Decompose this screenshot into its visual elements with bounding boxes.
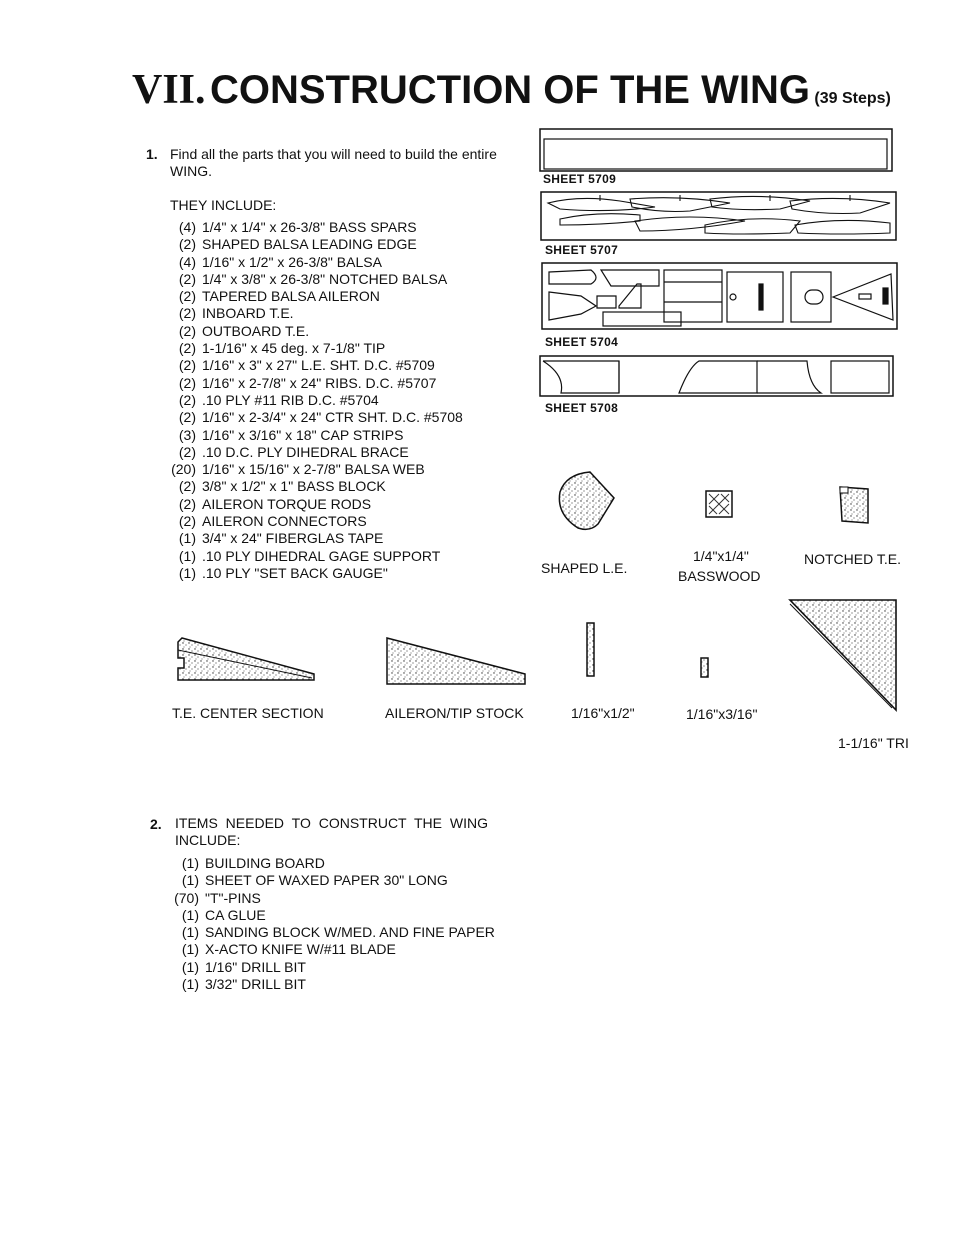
step-count: (39 Steps) — [814, 90, 891, 107]
part-item-desc: 1/4" x 1/4" x 26-3/8" BASS SPARS — [202, 219, 417, 235]
part-item — [170, 530, 463, 547]
basswood-size-label: 1/4"x1/4" — [693, 548, 749, 564]
sheet-5709-drawing — [539, 128, 893, 174]
part-item-desc: .10 PLY "SET BACK GAUGE" — [202, 564, 388, 581]
part-item-qty: (2) — [178, 495, 196, 512]
part-item — [170, 271, 463, 288]
part-item-desc: 1/16" x 3/16" x 18" CAP STRIPS — [202, 426, 404, 443]
part-item-desc: 1/4" x 3/8" x 26-3/8" NOTCHED BALSA — [202, 270, 448, 287]
sheet-5708-drawing — [539, 355, 895, 399]
part-item-qty: (3) — [178, 426, 196, 443]
shaped-le-drawing — [556, 470, 618, 534]
tool-item-qty: (1) — [181, 958, 199, 975]
part-item — [170, 478, 463, 495]
part-item-qty: (2) — [178, 478, 196, 495]
tool-item-qty: (1) — [181, 906, 199, 923]
tool-item — [173, 959, 495, 976]
part-item-desc: .10 PLY DIHEDRAL GAGE SUPPORT — [202, 547, 441, 564]
part-item-qty: (2) — [178, 391, 196, 408]
part-item-qty: (2) — [178, 270, 196, 287]
part-item-desc: SHAPED BALSA LEADING EDGE — [202, 236, 417, 253]
tool-item-desc: SHEET OF WAXED PAPER 30" LONG — [205, 872, 448, 889]
step-1-number: 1. — [146, 146, 158, 162]
tool-item-qty: (1) — [181, 855, 199, 871]
step-2-number: 2. — [150, 816, 162, 832]
part-item-qty: (1) — [178, 564, 196, 581]
part-item — [170, 305, 463, 322]
parts-list — [170, 219, 463, 582]
part-item — [170, 392, 463, 409]
shaped-le-label: SHAPED L.E. — [541, 560, 628, 576]
tool-item-qty: (70) — [174, 889, 199, 906]
part-item — [170, 236, 463, 253]
part-item-qty: (1) — [178, 547, 196, 564]
part-item-desc: AILERON CONNECTORS — [202, 513, 367, 530]
tool-item — [173, 924, 495, 941]
part-item-desc: OUTBOARD T.E. — [202, 322, 310, 339]
part-item — [170, 565, 463, 582]
basswood-label: BASSWOOD — [678, 568, 761, 584]
aileron-tip-drawing — [385, 636, 529, 686]
te-center-drawing — [176, 636, 318, 682]
part-item-qty: (2) — [178, 305, 196, 322]
strip-half-drawing — [586, 622, 596, 678]
part-item-qty: (2) — [178, 443, 196, 460]
part-item — [170, 496, 463, 513]
strip-half-label: 1/16"x1/2" — [571, 705, 635, 721]
part-item-qty: (4) — [178, 219, 196, 235]
part-item-desc: .10 D.C. PLY DIHEDRAL BRACE — [202, 443, 409, 460]
part-item — [170, 323, 463, 340]
tool-item — [173, 855, 495, 872]
strip-316-label: 1/16"x3/16" — [686, 706, 758, 722]
part-item — [170, 548, 463, 565]
step-1-intro-line2: WING. — [170, 163, 212, 180]
tool-item-qty: (1) — [181, 941, 199, 958]
part-item — [170, 427, 463, 444]
part-item-desc: TAPERED BALSA AILERON — [202, 288, 380, 305]
part-item-desc: AILERON TORQUE RODS — [202, 495, 372, 512]
part-item-desc: 1/16" x 2-7/8" x 24" RIBS. D.C. #5707 — [202, 374, 437, 391]
part-item-desc: INBOARD T.E. — [202, 305, 294, 322]
part-item-qty: (1) — [178, 530, 196, 547]
part-item-desc: .10 PLY #11 RIB D.C. #5704 — [202, 391, 379, 408]
items-list — [173, 855, 495, 993]
section-roman-numeral: VII. — [132, 67, 206, 113]
tool-item-desc: X-ACTO KNIFE W/#11 BLADE — [205, 941, 396, 958]
step-1-intro-line1: Find all the parts that you will need to build the entire — [170, 146, 497, 162]
part-item-desc: 1/16" x 3" x 27" L.E. SHT. D.C. #5709 — [202, 357, 435, 374]
tool-item-desc: 3/32" DRILL BIT — [205, 976, 306, 993]
part-item-desc: 3/4" x 24" FIBERGLAS TAPE — [202, 530, 384, 547]
basswood-drawing — [705, 490, 733, 518]
part-item — [170, 357, 463, 374]
part-item — [170, 409, 463, 426]
tool-item-qty: (1) — [181, 976, 199, 993]
part-item-qty: (2) — [178, 409, 196, 426]
tool-item — [173, 890, 495, 907]
part-item — [170, 340, 463, 357]
tri-drawing — [788, 598, 900, 714]
part-item — [170, 461, 463, 478]
tool-item-desc: "T"-PINS — [205, 889, 261, 906]
part-item-desc: 1-1/16" x 45 deg. x 7-1/8" TIP — [202, 340, 386, 357]
tool-item-qty: (1) — [181, 872, 199, 889]
tool-item-desc: SANDING BLOCK W/MED. AND FINE PAPER — [205, 924, 495, 941]
part-item-desc: 1/16" x 15/16" x 2-7/8" BALSA WEB — [202, 461, 425, 478]
part-item-qty: (2) — [178, 340, 196, 357]
part-item-desc: 1/16" x 2-3/4" x 24" CTR SHT. D.C. #5708 — [202, 409, 463, 426]
sheet-5704-drawing — [541, 262, 899, 332]
te-center-label: T.E. CENTER SECTION — [172, 705, 324, 721]
strip-316-drawing — [700, 657, 710, 679]
tool-item — [173, 907, 495, 924]
tool-item-desc: BUILDING BOARD — [205, 855, 325, 871]
sheet-5709-label: SHEET 5709 — [543, 172, 617, 186]
part-item-qty: (2) — [178, 357, 196, 374]
tri-label: 1-1/16" TRI — [838, 735, 909, 751]
sheet-5707-drawing — [540, 191, 898, 243]
part-item-qty: (2) — [178, 513, 196, 530]
section-title: CONSTRUCTION OF THE WING — [209, 68, 810, 112]
step-1-intro — [170, 146, 497, 181]
part-item-qty: (2) — [178, 322, 196, 339]
part-item-qty: (2) — [178, 374, 196, 391]
part-item-desc: 1/16" x 1/2" x 26-3/8" BALSA — [202, 253, 382, 270]
part-item — [170, 288, 463, 305]
they-include-label: THEY INCLUDE: — [170, 197, 277, 213]
page-title — [132, 66, 891, 114]
tool-item — [173, 872, 495, 889]
sheet-5707-label: SHEET 5707 — [545, 243, 619, 257]
part-item-qty: (2) — [178, 288, 196, 305]
part-item — [170, 254, 463, 271]
part-item-qty: (20) — [171, 461, 196, 478]
tool-item — [173, 941, 495, 958]
sheet-5704-label: SHEET 5704 — [545, 335, 619, 349]
part-item — [170, 375, 463, 392]
part-item-desc: 3/8" x 1/2" x 1" BASS BLOCK — [202, 478, 386, 495]
notched-te-drawing — [838, 485, 870, 525]
part-item — [170, 444, 463, 461]
tool-item-desc: CA GLUE — [205, 906, 266, 923]
part-item — [170, 513, 463, 530]
notched-te-label: NOTCHED T.E. — [804, 551, 901, 567]
part-item — [170, 219, 463, 236]
step-2-intro-line1: ITEMS NEEDED TO CONSTRUCT THE WING — [175, 815, 488, 831]
tool-item — [173, 976, 495, 993]
step-2-intro — [175, 815, 488, 850]
part-item-qty: (4) — [178, 253, 196, 270]
step-2-intro-line2: INCLUDE: — [175, 832, 241, 849]
aileron-tip-label: AILERON/TIP STOCK — [385, 705, 524, 721]
tool-item-qty: (1) — [181, 924, 199, 941]
sheet-5708-label: SHEET 5708 — [545, 401, 619, 415]
part-item-qty: (2) — [178, 236, 196, 253]
tool-item-desc: 1/16" DRILL BIT — [205, 958, 306, 975]
